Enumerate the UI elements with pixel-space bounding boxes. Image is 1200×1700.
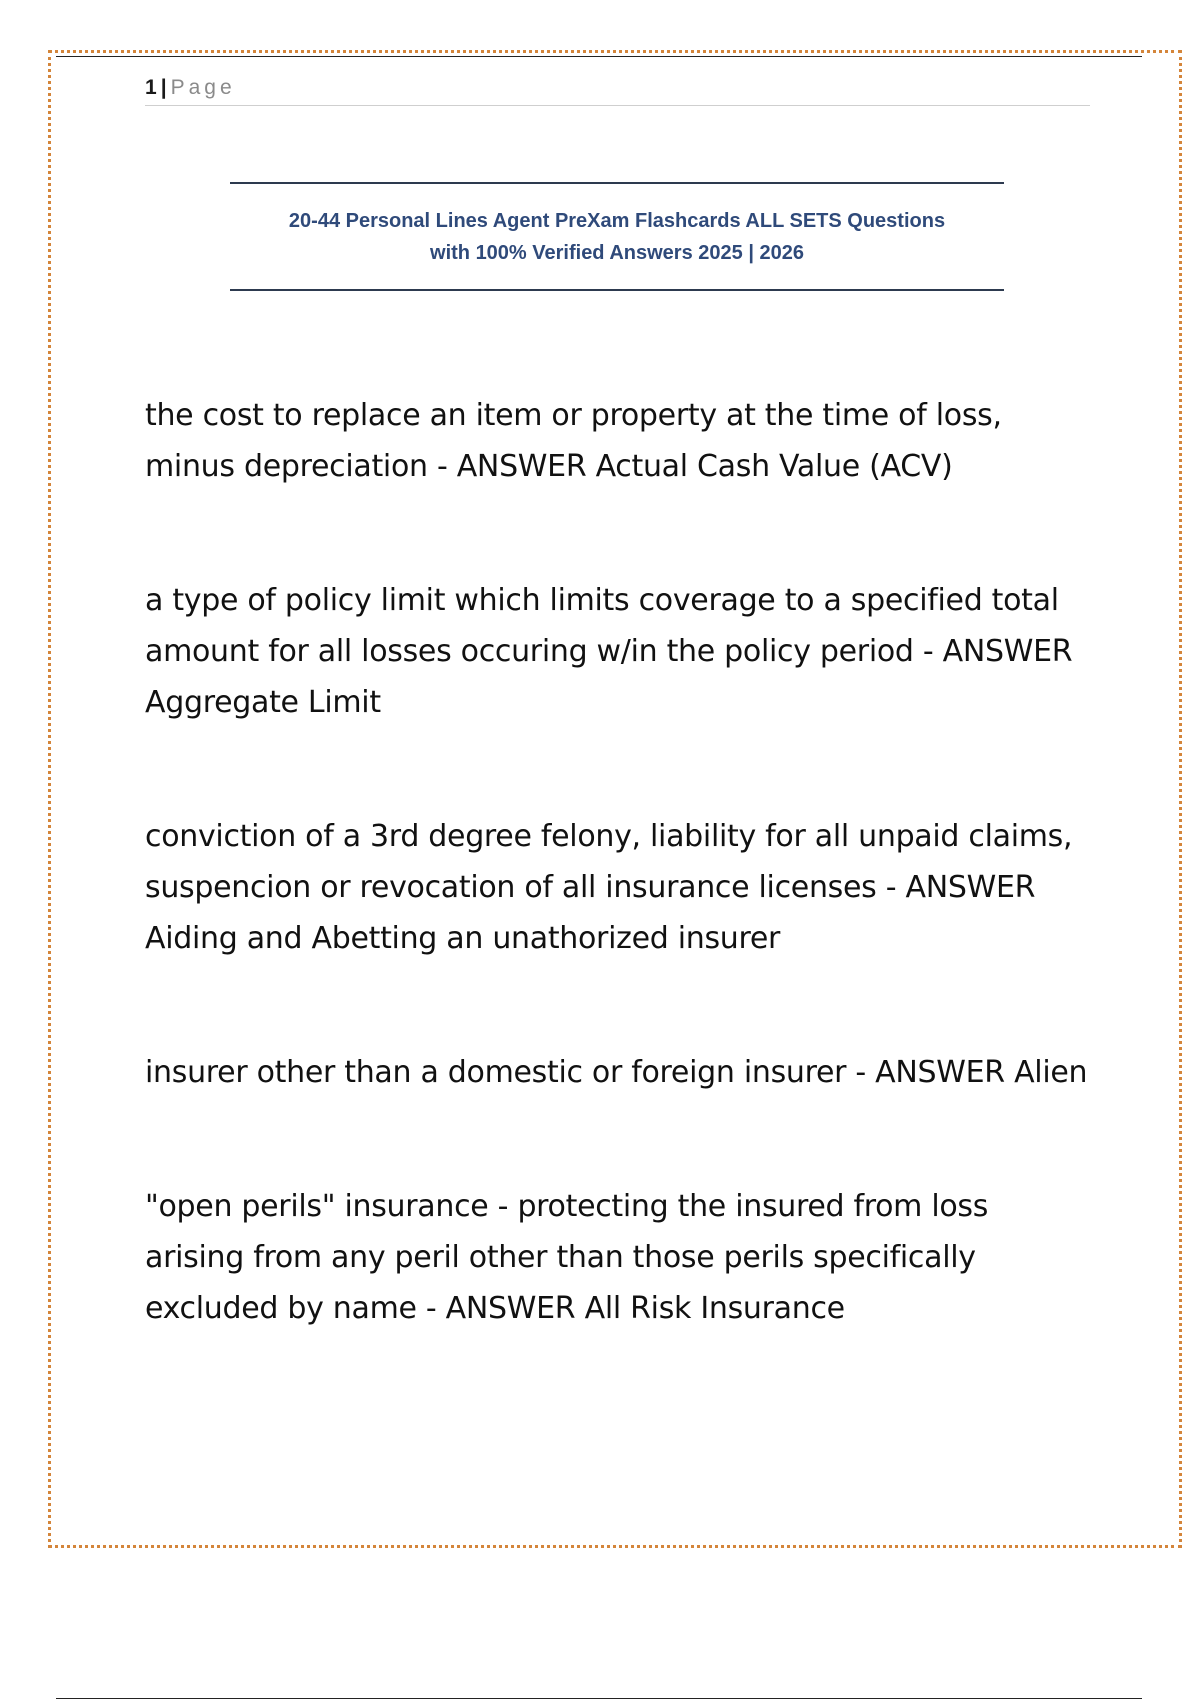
page-word: Page bbox=[170, 76, 236, 99]
flashcard-item: conviction of a 3rd degree felony, liability for all unpaid claims, suspencion or revocation of all insurance licenses - ANSWER Aiding and Abetting an unathorized insurer bbox=[145, 819, 1073, 956]
page-header bbox=[145, 74, 1090, 106]
flashcard-item: the cost to replace an item or property at the time of loss, minus depreciation - ANSWER Actual Cash Value (ACV) bbox=[145, 398, 1002, 484]
flashcard-list bbox=[145, 390, 1095, 1417]
flashcard-item: a type of policy limit which limits coverage to a specified total amount for all losses occuring w/in the policy period - ANSWER Aggregate Limit bbox=[145, 583, 1073, 720]
flashcard-item: "open perils" insurance - protecting the insured from loss arising from any peril other than those perils specifically excluded by name - ANSWER All Risk Insurance bbox=[145, 1189, 989, 1326]
flashcard-item: insurer other than a domestic or foreign insurer - ANSWER Alien bbox=[145, 1055, 1088, 1090]
top-rule bbox=[56, 56, 1142, 57]
bottom-rule bbox=[56, 1698, 1142, 1699]
document-title bbox=[289, 205, 945, 269]
title-line-2: with 100% Verified Answers 2025 | 2026 bbox=[430, 241, 804, 264]
document-title-block bbox=[230, 182, 1004, 291]
title-line-1: 20-44 Personal Lines Agent PreXam Flashcards ALL SETS Questions bbox=[288, 209, 946, 232]
page-number: 1 bbox=[145, 76, 157, 99]
page-separator: | bbox=[160, 76, 167, 99]
